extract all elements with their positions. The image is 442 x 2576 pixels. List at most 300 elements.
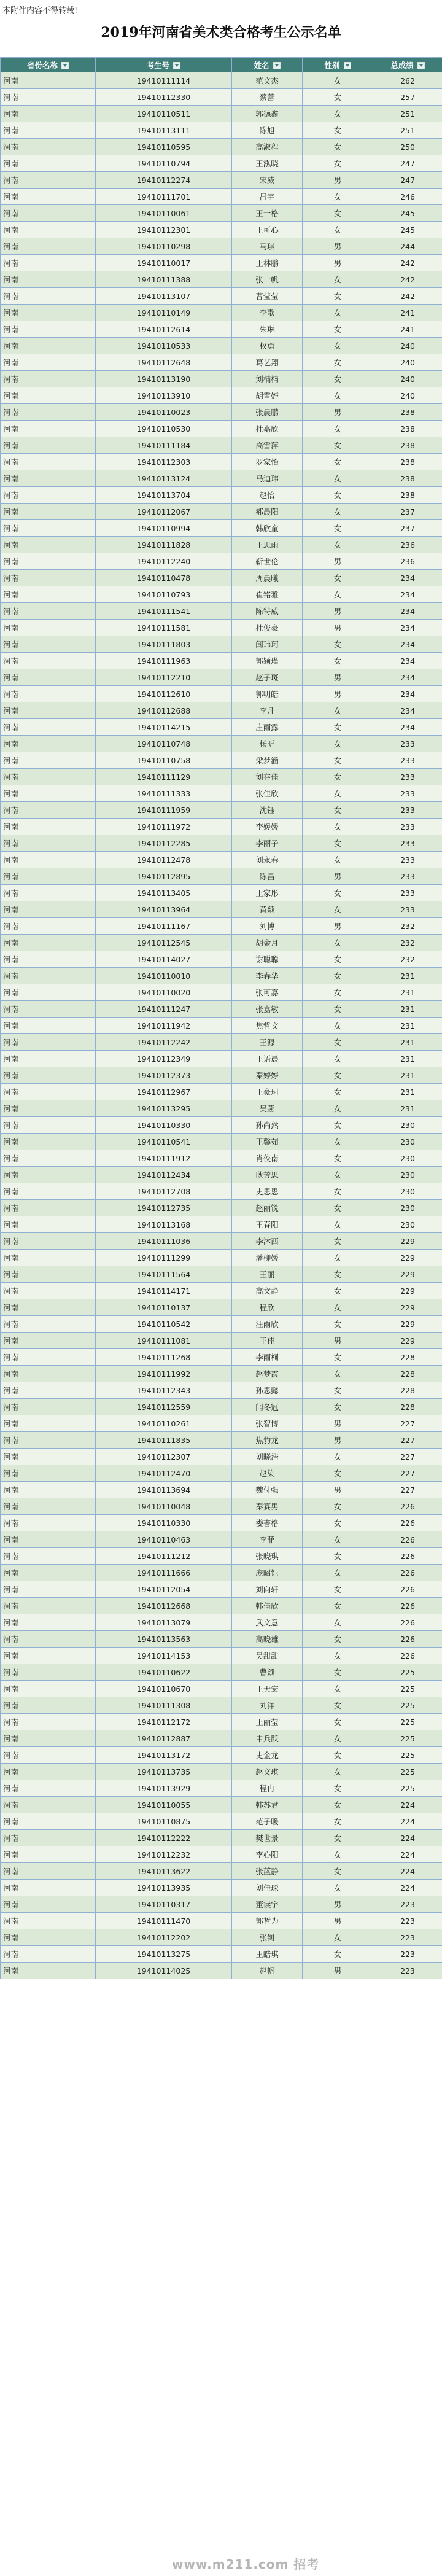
- table-row: [1, 288, 442, 305]
- cell-province: 河南: [1, 371, 96, 387]
- cell-total-score: 238: [373, 421, 442, 437]
- table-row: [1, 802, 442, 819]
- cell-name: 史金龙: [232, 1747, 303, 1764]
- cell-exam-number: 19410110261: [96, 1415, 232, 1432]
- cell-name: 高雪萍: [232, 437, 303, 454]
- cell-name: 张嘉敏: [232, 1001, 303, 1018]
- cell-name: 刘晓浩: [232, 1449, 303, 1465]
- cell-exam-number: 19410112303: [96, 454, 232, 470]
- cell-exam-number: 19410111333: [96, 785, 232, 802]
- table-row: [1, 1100, 442, 1117]
- table-row: [1, 785, 442, 802]
- cell-total-score: 227: [373, 1449, 442, 1465]
- cell-exam-number: 19410111564: [96, 1266, 232, 1283]
- cell-name: 王家彤: [232, 885, 303, 901]
- cell-gender: 女: [303, 835, 373, 852]
- cell-name: 焦豹龙: [232, 1432, 303, 1449]
- cell-gender: 女: [303, 1697, 373, 1714]
- cell-province: 河南: [1, 719, 96, 736]
- cell-exam-number: 19410111666: [96, 1565, 232, 1581]
- cell-province: 河南: [1, 1598, 96, 1614]
- column-header-total-score[interactable]: 总成绩: [373, 58, 442, 72]
- cell-name: 杜俊豪: [232, 620, 303, 636]
- cell-gender: 女: [303, 769, 373, 785]
- cell-exam-number: 19410113694: [96, 1482, 232, 1498]
- cell-gender: 男: [303, 553, 373, 570]
- cell-gender: 女: [303, 1880, 373, 1896]
- cell-exam-number: 19410110622: [96, 1664, 232, 1681]
- cell-name: 吴甜甜: [232, 1648, 303, 1664]
- cell-gender: 女: [303, 1780, 373, 1797]
- cell-total-score: 230: [373, 1167, 442, 1183]
- cell-province: 河南: [1, 553, 96, 570]
- cell-exam-number: 19410112614: [96, 321, 232, 338]
- cell-exam-number: 19410111167: [96, 918, 232, 935]
- cell-province: 河南: [1, 520, 96, 537]
- table-row: [1, 338, 442, 354]
- cell-name: 沈钰: [232, 802, 303, 819]
- cell-exam-number: 19410110023: [96, 404, 232, 421]
- cell-total-score: 228: [373, 1382, 442, 1399]
- table-row: [1, 504, 442, 520]
- cell-total-score: 234: [373, 669, 442, 686]
- cell-province: 河南: [1, 835, 96, 852]
- cell-gender: 女: [303, 1250, 373, 1266]
- cell-province: 河南: [1, 785, 96, 802]
- cell-total-score: 224: [373, 1846, 442, 1863]
- cell-gender: 女: [303, 702, 373, 719]
- cell-province: 河南: [1, 1548, 96, 1565]
- table-row: [1, 1531, 442, 1548]
- table-row: [1, 1283, 442, 1299]
- cell-name: 李心阳: [232, 1846, 303, 1863]
- cell-province: 河南: [1, 1515, 96, 1531]
- cell-exam-number: 19410112735: [96, 1200, 232, 1216]
- cell-name: 程冉: [232, 1780, 303, 1797]
- cell-name: 黄颖: [232, 901, 303, 918]
- cell-exam-number: 19410113910: [96, 387, 232, 404]
- cell-province: 河南: [1, 620, 96, 636]
- cell-total-score: 234: [373, 620, 442, 636]
- cell-total-score: 229: [373, 1316, 442, 1333]
- cell-exam-number: 19410110010: [96, 968, 232, 984]
- cell-total-score: 233: [373, 769, 442, 785]
- cell-province: 河南: [1, 1780, 96, 1797]
- cell-name: 范子暖: [232, 1813, 303, 1830]
- cell-exam-number: 19410112202: [96, 1929, 232, 1946]
- cell-name: 杜嘉欣: [232, 421, 303, 437]
- table-row: [1, 686, 442, 702]
- table-row: [1, 1697, 442, 1714]
- table-row: [1, 238, 442, 255]
- cell-gender: 女: [303, 89, 373, 106]
- cell-gender: 女: [303, 636, 373, 653]
- cell-name: 陈特威: [232, 603, 303, 620]
- cell-total-score: 226: [373, 1581, 442, 1598]
- cell-province: 河南: [1, 653, 96, 669]
- cell-exam-number: 19410110542: [96, 1316, 232, 1333]
- cell-total-score: 245: [373, 222, 442, 238]
- cell-name: 李歌: [232, 305, 303, 321]
- cell-total-score: 233: [373, 885, 442, 901]
- table-row: [1, 885, 442, 901]
- cell-exam-number: 19410111701: [96, 189, 232, 205]
- cell-name: 周晨曦: [232, 570, 303, 586]
- cell-total-score: 234: [373, 570, 442, 586]
- cell-gender: 女: [303, 1764, 373, 1780]
- cell-province: 河南: [1, 1150, 96, 1167]
- cell-name: 张智博: [232, 1415, 303, 1432]
- cell-gender: 女: [303, 852, 373, 868]
- cell-exam-number: 19410111963: [96, 653, 232, 669]
- table-row: [1, 1631, 442, 1648]
- cell-exam-number: 19410112274: [96, 172, 232, 189]
- cell-exam-number: 19410110758: [96, 752, 232, 769]
- cell-province: 河南: [1, 1863, 96, 1880]
- cell-gender: 男: [303, 1333, 373, 1349]
- cell-exam-number: 19410110541: [96, 1134, 232, 1150]
- table-row: [1, 553, 442, 570]
- cell-province: 河南: [1, 421, 96, 437]
- cell-name: 王源: [232, 1034, 303, 1051]
- cell-name: 赵文琪: [232, 1764, 303, 1780]
- cell-province: 河南: [1, 537, 96, 553]
- cell-name: 王豪珂: [232, 1084, 303, 1100]
- cell-name: 赵子斑: [232, 669, 303, 686]
- cell-province: 河南: [1, 238, 96, 255]
- cell-exam-number: 19410111114: [96, 72, 232, 89]
- cell-province: 河南: [1, 1929, 96, 1946]
- sort-dropdown-icon[interactable]: [273, 62, 281, 69]
- table-row: [1, 106, 442, 122]
- cell-exam-number: 19410111268: [96, 1349, 232, 1366]
- cell-name: 赵丽锐: [232, 1200, 303, 1216]
- cell-total-score: 228: [373, 1349, 442, 1366]
- cell-province: 河南: [1, 702, 96, 719]
- cell-total-score: 242: [373, 271, 442, 288]
- cell-gender: 女: [303, 984, 373, 1001]
- cell-gender: 女: [303, 1598, 373, 1614]
- cell-exam-number: 19410110149: [96, 305, 232, 321]
- table-row: [1, 1714, 442, 1730]
- sort-dropdown-icon[interactable]: [61, 62, 69, 69]
- cell-gender: 男: [303, 1896, 373, 1913]
- cell-province: 河南: [1, 1797, 96, 1813]
- column-header-name[interactable]: 姓名: [232, 58, 303, 72]
- cell-gender: 女: [303, 901, 373, 918]
- cell-total-score: 234: [373, 702, 442, 719]
- cell-gender: 女: [303, 1929, 373, 1946]
- cell-province: 河南: [1, 1747, 96, 1764]
- cell-total-score: 224: [373, 1797, 442, 1813]
- cell-province: 河南: [1, 868, 96, 885]
- table-row: [1, 1449, 442, 1465]
- table-row: [1, 1548, 442, 1565]
- cell-exam-number: 19410111184: [96, 437, 232, 454]
- cell-total-score: 238: [373, 454, 442, 470]
- cell-gender: 男: [303, 255, 373, 271]
- table-row: [1, 1681, 442, 1697]
- cell-exam-number: 19410112232: [96, 1846, 232, 1863]
- cell-name: 李菲: [232, 1531, 303, 1548]
- cell-province: 河南: [1, 1283, 96, 1299]
- table-row: [1, 1747, 442, 1764]
- cell-exam-number: 19410110317: [96, 1896, 232, 1913]
- cell-total-score: 234: [373, 636, 442, 653]
- table-row: [1, 271, 442, 288]
- cell-total-score: 230: [373, 1183, 442, 1200]
- table-row: [1, 1349, 442, 1366]
- cell-exam-number: 19410110055: [96, 1797, 232, 1813]
- cell-name: 王泓晓: [232, 155, 303, 172]
- cell-exam-number: 19410110017: [96, 255, 232, 271]
- cell-name: 韩佳欣: [232, 1598, 303, 1614]
- cell-name: 樊世景: [232, 1830, 303, 1846]
- cell-total-score: 223: [373, 1913, 442, 1929]
- cell-exam-number: 19410112242: [96, 1034, 232, 1051]
- cell-exam-number: 19410110048: [96, 1498, 232, 1515]
- table-row: [1, 1498, 442, 1515]
- cell-name: 刘向轩: [232, 1581, 303, 1598]
- cell-total-score: 257: [373, 89, 442, 106]
- cell-total-score: 247: [373, 172, 442, 189]
- cell-gender: 男: [303, 620, 373, 636]
- cell-province: 河南: [1, 1913, 96, 1929]
- cell-exam-number: 19410113124: [96, 470, 232, 487]
- cell-gender: 女: [303, 1283, 373, 1299]
- cell-name: 张可嘉: [232, 984, 303, 1001]
- table-row: [1, 371, 442, 387]
- cell-total-score: 251: [373, 122, 442, 139]
- page-title: 2019年河南省美术类合格考生公示名单: [101, 25, 341, 41]
- cell-total-score: 234: [373, 586, 442, 603]
- cell-province: 河南: [1, 1266, 96, 1283]
- table-row: [1, 437, 442, 454]
- cell-gender: 女: [303, 935, 373, 951]
- table-row: [1, 752, 442, 769]
- cell-total-score: 226: [373, 1614, 442, 1631]
- cell-province: 河南: [1, 255, 96, 271]
- cell-total-score: 226: [373, 1631, 442, 1648]
- cell-total-score: 229: [373, 1233, 442, 1250]
- cell-province: 河南: [1, 1531, 96, 1548]
- cell-exam-number: 19410113704: [96, 487, 232, 504]
- cell-total-score: 231: [373, 984, 442, 1001]
- cell-gender: 女: [303, 504, 373, 520]
- cell-province: 河南: [1, 1399, 96, 1415]
- cell-exam-number: 19410111036: [96, 1233, 232, 1250]
- cell-exam-number: 19410112470: [96, 1465, 232, 1482]
- cell-gender: 女: [303, 1465, 373, 1482]
- cell-province: 河南: [1, 1498, 96, 1515]
- cell-province: 河南: [1, 139, 96, 155]
- sort-dropdown-icon[interactable]: [417, 62, 425, 69]
- cell-total-score: 226: [373, 1598, 442, 1614]
- cell-gender: 女: [303, 72, 373, 89]
- cell-province: 河南: [1, 1233, 96, 1250]
- cell-province: 河南: [1, 1714, 96, 1730]
- sort-dropdown-icon[interactable]: [344, 62, 351, 69]
- cell-gender: 女: [303, 487, 373, 504]
- cell-total-score: 231: [373, 1084, 442, 1100]
- table-row: [1, 1018, 442, 1034]
- cell-gender: 女: [303, 1200, 373, 1216]
- cell-province: 河南: [1, 901, 96, 918]
- table-row: [1, 1515, 442, 1531]
- table-row: [1, 1216, 442, 1233]
- table-row: [1, 1415, 442, 1432]
- table-row: [1, 122, 442, 139]
- cell-exam-number: 19410112373: [96, 1067, 232, 1084]
- cell-exam-number: 19410111972: [96, 819, 232, 835]
- cell-total-score: 223: [373, 1896, 442, 1913]
- cell-province: 河南: [1, 1084, 96, 1100]
- table-row: [1, 205, 442, 222]
- cell-name: 高晓雄: [232, 1631, 303, 1648]
- cell-exam-number: 19410110875: [96, 1813, 232, 1830]
- cell-name: 郭德鑫: [232, 106, 303, 122]
- cell-total-score: 229: [373, 1250, 442, 1266]
- cell-gender: 女: [303, 1316, 373, 1333]
- cell-total-score: 225: [373, 1664, 442, 1681]
- cell-name: 刘楠楠: [232, 371, 303, 387]
- cell-name: 郭哲为: [232, 1913, 303, 1929]
- table-row: [1, 586, 442, 603]
- table-row: [1, 321, 442, 338]
- cell-total-score: 245: [373, 205, 442, 222]
- cell-name: 庞昭钰: [232, 1565, 303, 1581]
- cell-exam-number: 19410111581: [96, 620, 232, 636]
- cell-gender: 女: [303, 321, 373, 338]
- column-header-gender[interactable]: 性别: [303, 58, 373, 72]
- cell-province: 河南: [1, 454, 96, 470]
- cell-exam-number: 19410113172: [96, 1747, 232, 1764]
- cell-exam-number: 19410112708: [96, 1183, 232, 1200]
- column-header-exam-number[interactable]: 考生号: [96, 58, 232, 72]
- cell-name: 秦婷婷: [232, 1067, 303, 1084]
- cell-province: 河南: [1, 1316, 96, 1333]
- table-row: [1, 935, 442, 951]
- cell-total-score: 234: [373, 686, 442, 702]
- cell-province: 河南: [1, 288, 96, 305]
- cell-name: 张一帆: [232, 271, 303, 288]
- cell-province: 河南: [1, 586, 96, 603]
- cell-total-score: 238: [373, 437, 442, 454]
- cell-province: 河南: [1, 1465, 96, 1482]
- cell-total-score: 251: [373, 106, 442, 122]
- cell-total-score: 229: [373, 1283, 442, 1299]
- cell-province: 河南: [1, 1648, 96, 1664]
- cell-name: 申兵跃: [232, 1730, 303, 1747]
- cell-total-score: 231: [373, 1067, 442, 1084]
- table-row: [1, 1382, 442, 1399]
- results-table: [0, 57, 442, 1979]
- cell-name: 张蓝静: [232, 1863, 303, 1880]
- cell-name: 王可心: [232, 222, 303, 238]
- cell-exam-number: 19410112301: [96, 222, 232, 238]
- cell-name: 吴燕: [232, 1100, 303, 1117]
- cell-gender: 女: [303, 1614, 373, 1631]
- cell-province: 河南: [1, 189, 96, 205]
- table-row: [1, 570, 442, 586]
- cell-name: 李沐西: [232, 1233, 303, 1250]
- sort-dropdown-icon[interactable]: [173, 62, 180, 69]
- cell-gender: 女: [303, 305, 373, 321]
- cell-total-score: 225: [373, 1780, 442, 1797]
- cell-total-score: 240: [373, 371, 442, 387]
- cell-gender: 男: [303, 1432, 373, 1449]
- cell-total-score: 232: [373, 918, 442, 935]
- cell-gender: 女: [303, 1797, 373, 1813]
- column-header-province[interactable]: 省份名称: [1, 58, 96, 72]
- cell-province: 河南: [1, 437, 96, 454]
- cell-exam-number: 19410113622: [96, 1863, 232, 1880]
- cell-exam-number: 19410113929: [96, 1780, 232, 1797]
- cell-gender: 女: [303, 371, 373, 387]
- cell-province: 河南: [1, 1134, 96, 1150]
- cell-gender: 女: [303, 1846, 373, 1863]
- cell-total-score: 225: [373, 1764, 442, 1780]
- cell-name: 曹莹莹: [232, 288, 303, 305]
- cell-province: 河南: [1, 1333, 96, 1349]
- cell-total-score: 226: [373, 1531, 442, 1548]
- cell-exam-number: 19410110533: [96, 338, 232, 354]
- cell-name: 胡金月: [232, 935, 303, 951]
- table-row: [1, 470, 442, 487]
- cell-gender: 女: [303, 1018, 373, 1034]
- cell-name: 武文意: [232, 1614, 303, 1631]
- cell-gender: 女: [303, 437, 373, 454]
- table-row: [1, 1134, 442, 1150]
- table-row: [1, 387, 442, 404]
- cell-gender: 女: [303, 387, 373, 404]
- table-row: [1, 354, 442, 371]
- cell-total-score: 233: [373, 785, 442, 802]
- cell-gender: 女: [303, 1084, 373, 1100]
- cell-gender: 男: [303, 1913, 373, 1929]
- cell-province: 河南: [1, 1449, 96, 1465]
- table-row: [1, 72, 442, 89]
- cell-province: 河南: [1, 205, 96, 222]
- cell-exam-number: 19410114215: [96, 719, 232, 736]
- cell-gender: 男: [303, 172, 373, 189]
- cell-total-score: 225: [373, 1747, 442, 1764]
- cell-exam-number: 19410110794: [96, 155, 232, 172]
- cell-total-score: 247: [373, 155, 442, 172]
- cell-exam-number: 19410110670: [96, 1681, 232, 1697]
- cell-total-score: 230: [373, 1200, 442, 1216]
- cell-province: 河南: [1, 1813, 96, 1830]
- cell-gender: 女: [303, 1664, 373, 1681]
- cell-total-score: 241: [373, 321, 442, 338]
- cell-exam-number: 19410112610: [96, 686, 232, 702]
- site-watermark: www.m211.com 招考: [172, 2557, 320, 2572]
- cell-gender: 女: [303, 586, 373, 603]
- cell-gender: 女: [303, 1382, 373, 1399]
- cell-name: 韩苏君: [232, 1797, 303, 1813]
- cell-total-score: 234: [373, 719, 442, 736]
- cell-exam-number: 19410113935: [96, 1880, 232, 1896]
- cell-total-score: 225: [373, 1730, 442, 1747]
- cell-name: 郭颖瑾: [232, 653, 303, 669]
- cell-total-score: 237: [373, 520, 442, 537]
- cell-gender: 女: [303, 421, 373, 437]
- table-row: [1, 868, 442, 885]
- cell-gender: 女: [303, 222, 373, 238]
- table-row: [1, 819, 442, 835]
- cell-gender: 女: [303, 1714, 373, 1730]
- table-row: [1, 1664, 442, 1681]
